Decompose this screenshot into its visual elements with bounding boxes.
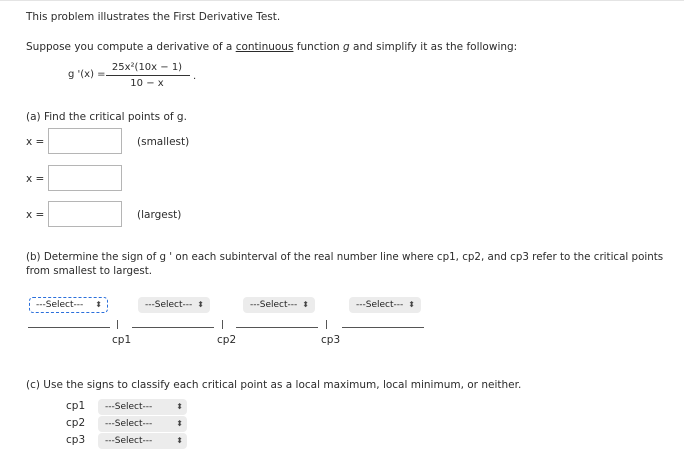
sign-interval-1-value: ---Select--- <box>36 300 84 310</box>
cp1-label: cp1 <box>112 334 132 346</box>
smallest-note: (smallest) <box>137 136 190 148</box>
classify-cp2-label: cp2 <box>66 417 86 429</box>
fraction-bar <box>106 75 190 76</box>
part-c-prompt: (c) Use the signs to classify each critical point as a local maximum, local minimum, or neither. <box>26 379 522 391</box>
interval-1-line <box>28 327 110 328</box>
classify-cp3-value: ---Select--- <box>105 436 153 446</box>
sign-interval-2-select[interactable] <box>138 297 210 313</box>
part-b-prompt: (b) Determine the sign of g ' on each subinterval of the real number line where cp1, cp2, and cp3 refer to the critical points from smallest to largest. <box>26 251 664 277</box>
intro-text: This problem illustrates the First Derivative Test. <box>26 11 281 23</box>
chevron-updown-icon: ⬍ <box>302 300 309 309</box>
chevron-updown-icon: ⬍ <box>95 300 102 309</box>
cp3-label: cp3 <box>321 334 341 346</box>
part-a-prompt: (a) Find the critical points of g. <box>26 111 187 123</box>
equation-numerator: 25x²(10x − 1) <box>111 62 183 73</box>
cp-middle-input[interactable] <box>48 165 122 191</box>
cp-largest-label: x = <box>26 209 45 221</box>
largest-note: (largest) <box>137 209 182 221</box>
setup-after: and simplify it as the following: <box>349 41 518 53</box>
chevron-updown-icon: ⬍ <box>176 419 183 428</box>
sign-interval-1-select[interactable] <box>29 297 108 313</box>
classify-cp2-select[interactable] <box>98 416 187 432</box>
classify-cp1-select[interactable] <box>98 399 187 415</box>
sign-interval-3-value: ---Select--- <box>250 300 298 310</box>
chevron-updown-icon: ⬍ <box>176 402 183 411</box>
classify-cp2-value: ---Select--- <box>105 419 153 429</box>
classify-cp3-label: cp3 <box>66 434 86 446</box>
chevron-updown-icon: ⬍ <box>408 300 415 309</box>
top-divider <box>0 0 684 1</box>
cp3-tick <box>326 320 327 329</box>
chevron-updown-icon: ⬍ <box>176 436 183 445</box>
classify-cp1-label: cp1 <box>66 400 86 412</box>
sign-interval-3-select[interactable] <box>243 297 315 313</box>
sign-interval-4-select[interactable] <box>349 297 421 313</box>
cp2-tick <box>222 320 223 329</box>
classify-cp1-value: ---Select--- <box>105 402 153 412</box>
setup-func: g <box>343 41 350 53</box>
setup-middle: function <box>293 41 344 53</box>
cp-largest-input[interactable] <box>48 201 122 227</box>
sign-interval-2-value: ---Select--- <box>145 300 193 310</box>
setup-before: Suppose you compute a derivative of a <box>26 41 236 53</box>
equation-lhs: g '(x) = <box>68 69 106 80</box>
sign-interval-4-value: ---Select--- <box>356 300 404 310</box>
interval-2-line <box>132 327 214 328</box>
cp1-tick <box>117 320 118 329</box>
cp-middle-label: x = <box>26 173 45 185</box>
equation-period: . <box>193 71 197 82</box>
classify-cp3-select[interactable] <box>98 433 187 449</box>
cp-smallest-input[interactable] <box>48 128 122 154</box>
cp-smallest-label: x = <box>26 136 45 148</box>
setup-text <box>26 40 517 54</box>
interval-4-line <box>342 327 424 328</box>
interval-3-line <box>236 327 318 328</box>
chevron-updown-icon: ⬍ <box>197 300 204 309</box>
continuous-link[interactable]: continuous <box>235 41 294 53</box>
equation-denominator: 10 − x <box>130 78 164 89</box>
cp2-label: cp2 <box>217 334 237 346</box>
